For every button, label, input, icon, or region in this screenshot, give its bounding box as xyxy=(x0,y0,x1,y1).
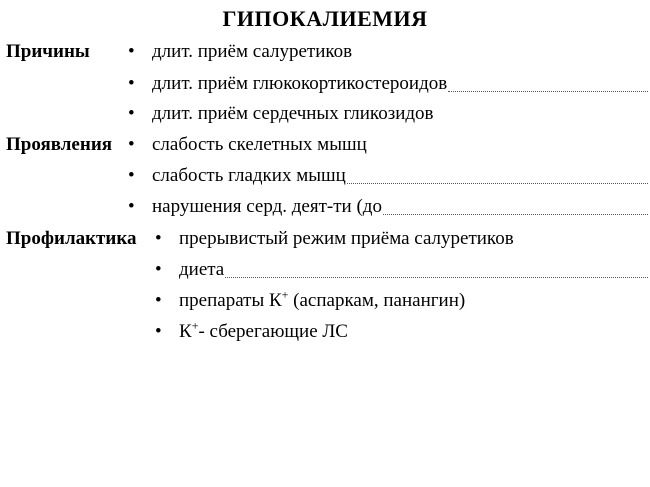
dotted-leader xyxy=(448,91,648,92)
list-item-text: длит. приём сердечных гликозидов xyxy=(152,103,434,124)
bullet-icon: • xyxy=(155,321,162,342)
list-item xyxy=(155,289,648,313)
superscript-plus: + xyxy=(191,318,199,333)
bullet-icon: • xyxy=(128,73,135,94)
dotted-leader xyxy=(383,214,648,215)
section-label-prevention: Профилактика xyxy=(6,228,137,249)
bullet-icon: • xyxy=(128,134,135,155)
list-item-text: диета xyxy=(179,259,225,280)
list-item xyxy=(155,320,648,344)
bullet-icon: • xyxy=(155,259,162,280)
list-item-text xyxy=(179,320,348,344)
bullet-icon: • xyxy=(155,290,162,311)
list-item xyxy=(128,40,648,64)
list-item xyxy=(128,195,648,219)
list-item-text: слабость гладких мышц xyxy=(152,165,346,186)
section-label-manifestations: Проявления xyxy=(6,134,113,155)
list-item-text-part: - сберегающие ЛС xyxy=(198,321,348,342)
list-item xyxy=(128,164,648,188)
list-item-text xyxy=(179,289,465,313)
superscript-plus: + xyxy=(281,287,289,302)
bullet-icon: • xyxy=(128,165,135,186)
list-item-text: слабость скелетных мышц xyxy=(152,134,367,155)
dotted-leader xyxy=(225,277,648,278)
page-title: ГИПОКАЛИЕМИЯ xyxy=(222,6,428,31)
list-item xyxy=(128,72,648,96)
bullet-icon: • xyxy=(128,196,135,217)
list-item xyxy=(128,133,648,157)
bullet-icon: • xyxy=(128,103,135,124)
list-item-text: нарушения серд. деят-ти (до xyxy=(152,196,382,217)
list-item-text: длит. приём салуретиков xyxy=(152,41,353,62)
list-item-text-part: препараты К xyxy=(179,290,282,311)
section-label-causes: Причины xyxy=(6,41,90,62)
list-item xyxy=(128,102,648,126)
list-item xyxy=(155,227,648,251)
list-item xyxy=(155,258,648,282)
list-item-text-part: К xyxy=(179,321,192,342)
list-item-text-part: (аспаркам, панангин) xyxy=(288,290,466,311)
list-item-text: прерывистый режим приёма салуретиков xyxy=(179,228,514,249)
dotted-leader xyxy=(347,183,648,184)
list-item-text: длит. приём глюкокортикостероидов xyxy=(152,73,448,94)
bullet-icon: • xyxy=(128,41,135,62)
bullet-icon: • xyxy=(155,228,162,249)
